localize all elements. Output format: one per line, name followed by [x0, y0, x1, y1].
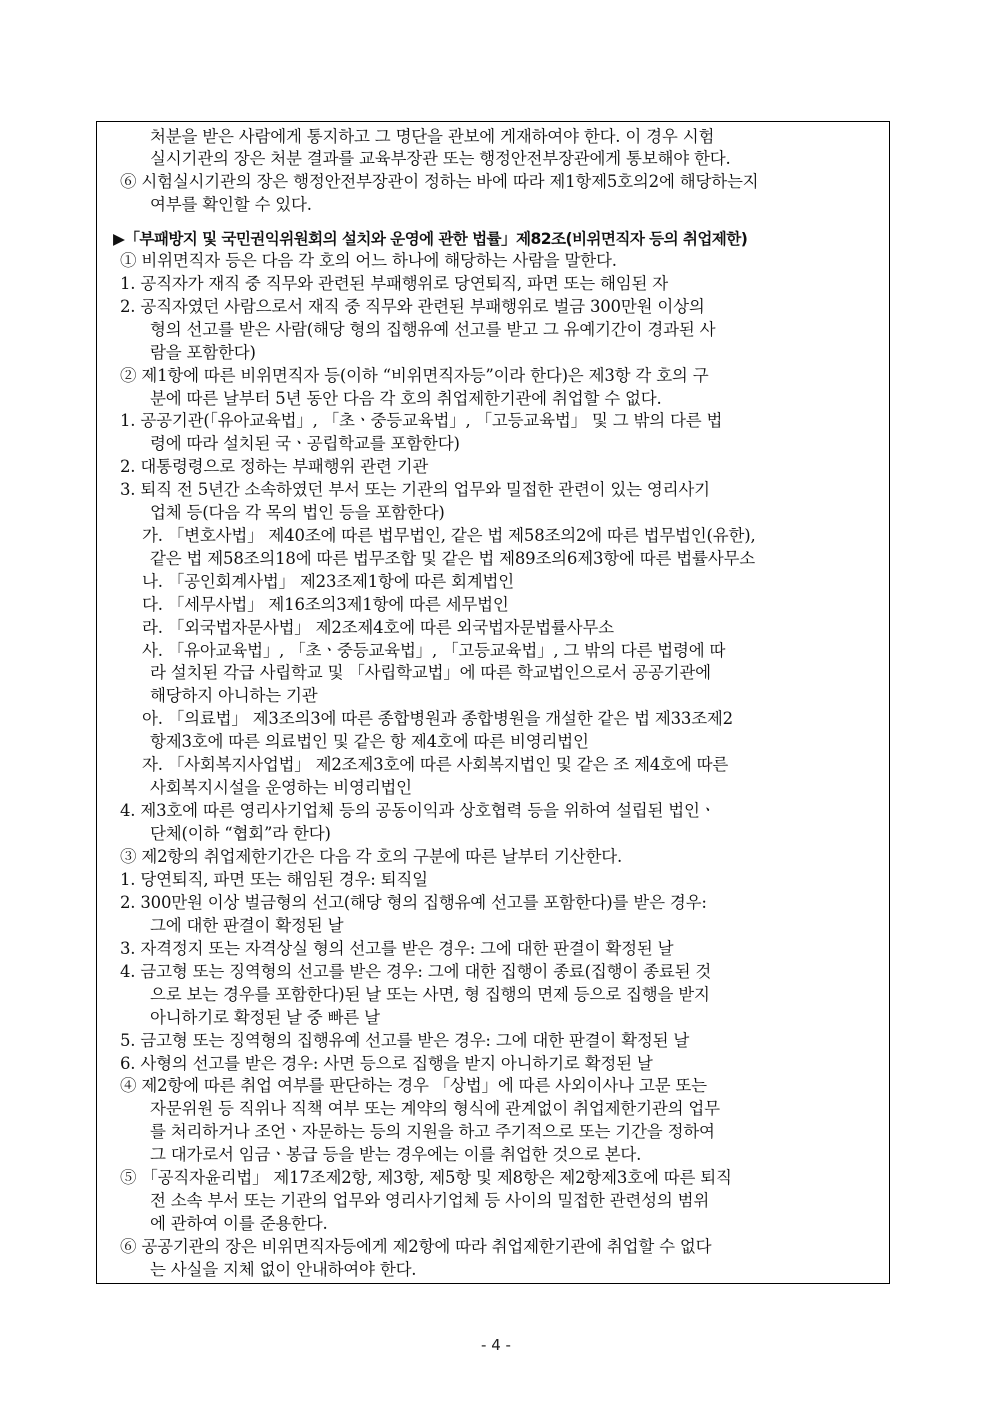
text-line: 에 관하여 이를 준용한다.	[150, 1214, 328, 1233]
text-line: 5. 금고형 또는 징역형의 집행유예 선고를 받은 경우: 그에 대한 판결이 확정된 날	[120, 1031, 690, 1050]
text-line: 자. 「사회복지사업법」 제2조제3호에 따른 사회복지법인 및 같은 조 제4호에 따른	[142, 755, 729, 774]
text-line: ⑤ 「공직자윤리법」 제17조제2항, 제3항, 제5항 및 제8항은 제2항제3호에 따른 퇴직	[120, 1168, 732, 1187]
text-line: 4. 금고형 또는 징역형의 선고를 받은 경우: 그에 대한 집행이 종료(집행이 종료된 것	[120, 962, 712, 981]
text-line: ② 제1항에 따른 비위면직자 등(이하 “비위면직자등”이라 한다)은 제3항 각 호의 구	[120, 366, 709, 385]
text-line: 는 사실을 지체 없이 안내하여야 한다.	[150, 1260, 417, 1279]
text-line: 처분을 받은 사람에게 통지하고 그 명단을 관보에 게재하여야 한다. 이 경우 시험	[150, 127, 715, 146]
text-line: 아. 「의료법」 제3조의3에 따른 종합병원과 종합병원을 개설한 같은 법 제33조제2	[142, 709, 733, 728]
text-line: 6. 사형의 선고를 받은 경우: 사면 등으로 집행을 받지 아니하기로 확정된 날	[120, 1054, 653, 1073]
text-line: 실시기관의 장은 처분 결과를 교육부장관 또는 행정안전부장관에게 통보해야 한다.	[150, 149, 731, 168]
text-line: 업체 등(다음 각 목의 법인 등을 포함한다)	[150, 503, 445, 522]
text-line: 라. 「외국법자문사법」 제2조제4호에 따른 외국법자문법률사무소	[142, 618, 614, 637]
text-line: 으로 보는 경우를 포함한다)된 날 또는 사면, 형 집행의 면제 등으로 집행을 받지	[150, 985, 710, 1004]
text-line: 를 처리하거나 조언ㆍ자문하는 등의 지원을 하고 주기적으로 또는 기간을 정하여	[150, 1122, 715, 1141]
text-line: 형의 선고를 받은 사람(해당 형의 집행유예 선고를 받고 그 유예기간이 경과된 사	[150, 320, 716, 339]
text-line: 그 대가로서 임금ㆍ봉급 등을 받는 경우에는 이를 취업한 것으로 본다.	[150, 1145, 642, 1164]
text-line: 항제3호에 따른 의료법인 및 같은 항 제4호에 따른 비영리법인	[150, 732, 589, 751]
text-line: 그에 대한 판결이 확정된 날	[150, 916, 344, 935]
page-number: - 4 -	[481, 1336, 511, 1354]
text-line: 라 설치된 각급 사립학교 및 「사립학교법」에 따른 학교법인으로서 공공기관에	[150, 663, 711, 682]
text-line: 나. 「공인회계사법」 제23조제1항에 따른 회계법인	[142, 572, 515, 591]
text-line: 2. 300만원 이상 벌금형의 선고(해당 형의 집행유예 선고를 포함한다)를 받은 경우:	[120, 893, 707, 912]
text-line: 다. 「세무사법」 제16조의3제1항에 따른 세무법인	[142, 595, 509, 614]
section-heading: ▶「부패방지 및 국민권익위원회의 설치와 운영에 관한 법률」제82조(비위면직자 등의 취업제한)	[113, 230, 748, 248]
text-line: 아니하기로 확정된 날 중 빠른 날	[150, 1008, 380, 1027]
text-line: 여부를 확인할 수 있다.	[150, 195, 312, 214]
text-line: 2. 대통령령으로 정하는 부패행위 관련 기관	[120, 457, 429, 476]
text-line: 사. 「유아교육법」, 「초ㆍ중등교육법」, 「고등교육법」, 그 밖의 다른 법령에 따	[142, 641, 726, 660]
text-line: 3. 자격정지 또는 자격상실 형의 선고를 받은 경우: 그에 대한 판결이 확정된 날	[120, 939, 674, 958]
text-line: 단체(이하 “협회”라 한다)	[150, 824, 331, 843]
text-line: ⑥ 시험실시기관의 장은 행정안전부장관이 정하는 바에 따라 제1항제5호의2에 해당하는지	[120, 172, 759, 191]
text-line: 가. 「변호사법」 제40조에 따른 법무법인, 같은 법 제58조의2에 따른 법무법인(유한),	[142, 526, 756, 545]
text-line: ③ 제2항의 취업제한기간은 다음 각 호의 구분에 따른 날부터 기산한다.	[120, 847, 622, 866]
text-line: 해당하지 아니하는 기관	[150, 686, 318, 705]
text-line: ① 비위면직자 등은 다음 각 호의 어느 하나에 해당하는 사람을 말한다.	[120, 251, 617, 270]
text-line: 2. 공직자였던 사람으로서 재직 중 직무와 관련된 부패행위로 벌금 300만원 이상의	[120, 297, 705, 316]
text-line: 1. 공공기관(「유아교육법」, 「초ㆍ중등교육법」, 「고등교육법」 및 그 밖의 다른 법	[120, 411, 723, 430]
text-line: 령에 따라 설치된 국ㆍ공립학교를 포함한다)	[150, 434, 460, 453]
text-line: 1. 공직자가 재직 중 직무와 관련된 부패행위로 당연퇴직, 파면 또는 해임된 자	[120, 274, 669, 293]
text-line: 사회복지시설을 운영하는 비영리법인	[150, 778, 412, 797]
text-line: 4. 제3호에 따른 영리사기업체 등의 공동이익과 상호협력 등을 위하여 설립된 법인ㆍ	[120, 801, 716, 820]
text-line: 1. 당연퇴직, 파면 또는 해임된 경우: 퇴직일	[120, 870, 428, 889]
text-line: 람을 포함한다)	[150, 343, 256, 362]
text-line: 전 소속 부서 또는 기관의 업무와 영리사기업체 등 사이의 밀접한 관련성의 범위	[150, 1191, 710, 1210]
text-line: 분에 따른 날부터 5년 동안 다음 각 호의 취업제한기관에 취업할 수 없다.	[150, 389, 662, 408]
text-line: 같은 법 제58조의18에 따른 법무조합 및 같은 법 제89조의6제3항에 따른 법률사무소	[150, 549, 756, 568]
text-line: 3. 퇴직 전 5년간 소속하였던 부서 또는 기관의 업무와 밀접한 관련이 있는 영리사기	[120, 480, 710, 499]
text-line: 자문위원 등 직위나 직책 여부 또는 계약의 형식에 관계없이 취업제한기관의 업무	[150, 1099, 720, 1118]
text-line: ⑥ 공공기관의 장은 비위면직자등에게 제2항에 따라 취업제한기관에 취업할 수 없다	[120, 1237, 712, 1256]
text-line: ④ 제2항에 따른 취업 여부를 판단하는 경우 「상법」에 따른 사외이사나 고문 또는	[120, 1076, 707, 1095]
